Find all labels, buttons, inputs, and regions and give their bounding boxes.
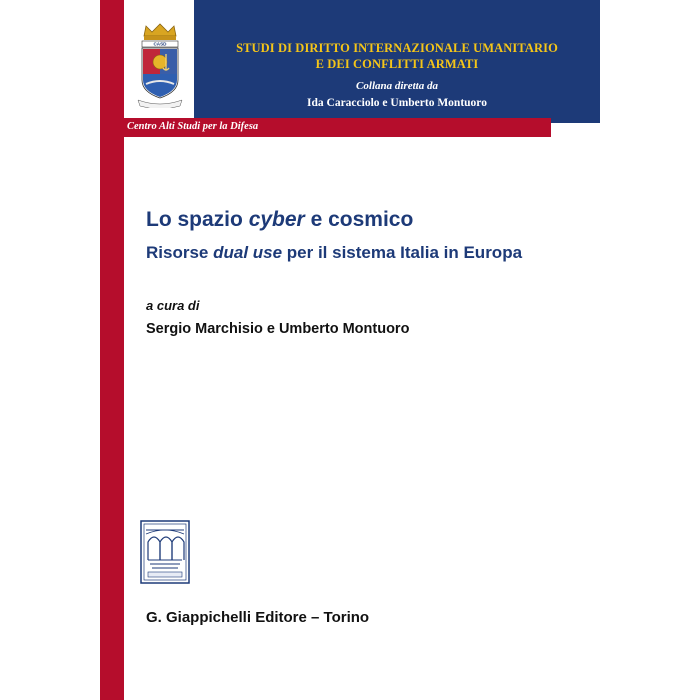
book-title-part-3: e cosmico bbox=[304, 208, 414, 231]
book-title-italic: cyber bbox=[248, 208, 305, 231]
book-subtitle-italic: dual use bbox=[213, 243, 283, 262]
series-editors: Ida Caracciolo e Umberto Montuoro bbox=[307, 97, 487, 109]
collana-label: Collana diretta da bbox=[356, 80, 438, 92]
left-red-band bbox=[100, 0, 124, 700]
series-title bbox=[210, 40, 584, 72]
curated-by-label: a cura di bbox=[146, 298, 200, 313]
book-title bbox=[146, 208, 413, 232]
crest-area bbox=[124, 0, 194, 118]
institution-strip bbox=[124, 118, 551, 137]
publisher-logo-icon bbox=[140, 520, 190, 584]
institution-name: Centro Alti Studi per la Difesa bbox=[127, 121, 259, 132]
header-edge bbox=[551, 118, 600, 123]
publisher-name: G. Giappichelli Editore – Torino bbox=[146, 609, 370, 626]
casd-crest-icon bbox=[136, 22, 184, 108]
book-subtitle bbox=[146, 243, 522, 263]
series-header bbox=[194, 0, 600, 118]
curators: Sergio Marchisio e Umberto Montuoro bbox=[146, 321, 410, 337]
book-title-part-1: Lo spazio bbox=[146, 208, 249, 231]
series-title-line-2: E DEI CONFLITTI ARMATI bbox=[315, 57, 479, 71]
crest-lettering: CASD bbox=[153, 41, 167, 47]
book-subtitle-part-1: Risorse bbox=[146, 243, 214, 262]
series-title-line-1: STUDI DI DIRITTO INTERNAZIONALE UMANITARIO bbox=[236, 41, 558, 55]
book-subtitle-part-3: per il sistema Italia in Europa bbox=[282, 243, 523, 262]
